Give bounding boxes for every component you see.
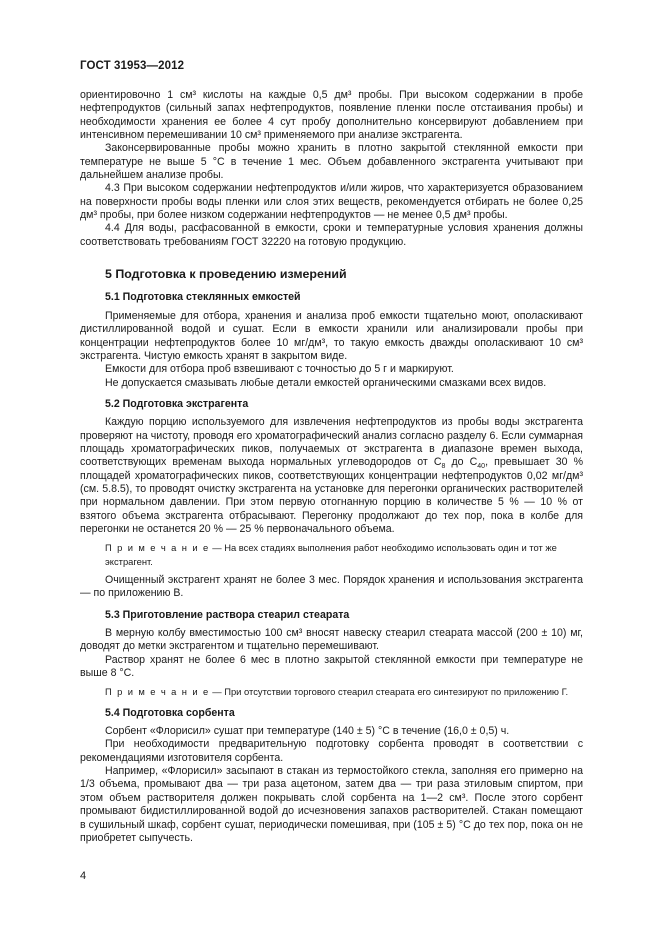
subsection-5-4-title: 5.4 Подготовка сорбента [105, 706, 235, 719]
text-5-2-part-c: , превышает 30 % площадей хроматографических пиков, соответствующих концентрации нефтепродуктов 0,02 мг/дм³ (см. 5.8.5), то проводят очистку экстрагента на установке для перегонки органических растворителей при нормальном давлении. При этом первую отогнанную порцию в количестве 5 % — 10 % от взятого объема экстрагента отбрасывают. Перегонку продолжают до тех пор, пока в колбе для перегонки не останется 20 % — 25 % первоначального объема. [80, 456, 583, 535]
subsection-5-1-title: 5.1 Подготовка стеклянных емкостей [105, 291, 301, 304]
note-label: П р и м е ч а н и е [105, 542, 210, 554]
paragraph-4-4: 4.4 Для воды, расфасованной в емкости, сроки и температурные условия хранения должны соответствовать требованиям ГОСТ 32220 на готовую продукцию. [80, 222, 583, 248]
paragraph-5-3-flask: В мерную колбу вместимостью 100 см³ вносят навеску стеарил стеарата массой (200 ± 10) мг, доводят до метки экстрагентом и тщательно перемешивают. [80, 627, 583, 653]
page-number: 4 [80, 870, 87, 882]
note-5-3-text: — При отсутствии торгового стеарил стеарата его синтезируют по приложению Г. [209, 686, 569, 698]
subsection-5-3-title: 5.3 Приготовление раствора стеарил стеарата [105, 608, 350, 621]
paragraph-preservation-continued: ориентировочно 1 см³ кислоты на каждые 0,5 дм³ пробы. При высоком содержании в пробе нефтепродуктов (сильный запах нефтепродуктов, появление пленки после отстаивания пробы) и необходимости хранения ее более 4 сут пробу дополнительно консервируют добавлением при интенсивном перемешивании 10 см³ применяемого при анализе экстрагента. [80, 89, 583, 142]
paragraph-5-1-wash: Применяемые для отбора, хранения и анализа проб емкости тщательно моют, ополаскивают дистиллированной водой и сушат. Если в емкости хранили или анализировали пробы при концентрации нефтепродуктов более 10 мг/дм³, то такую емкость дважды ополаскивают 10 см³ экстрагента. Чистую емкость хранят в закрытом виде. [80, 309, 583, 362]
note-5-2-text: — На всех стадиях выполнения работ необходимо использовать один и тот же экстрагент. [105, 542, 557, 567]
text-5-2-part-a: Каждую порцию используемого для извлечения нефтепродуктов из пробы воды экстрагента проверяют на чистоту, проводя его хроматографический анализ согласно разделу 6. Если суммарная площадь хроматографических пиков, получаемых от экстрагента в диапазоне времен выхода, соответствующих временам выхода нормальных углеводородов от С [80, 416, 583, 469]
paragraph-5-2-storage: Очищенный экстрагент хранят не более 3 мес. Порядок хранения и использования экстрагента — по приложению В. [80, 574, 583, 600]
note-label: П р и м е ч а н и е [105, 686, 210, 698]
paragraph-5-4-dry: Сорбент «Флорисил» сушат при температуре (140 ± 5) °С в течение (16,0 ± 0,5) ч. [105, 725, 510, 738]
paragraph-5-1-grease: Не допускается смазывать любые детали емкостей органическими смазками всех видов. [105, 376, 547, 389]
paragraph-5-4-prep: При необходимости предварительную подготовку сорбента проводят в соответствии с рекомендациями изготовителя сорбента. [80, 738, 583, 764]
subsection-5-2-title: 5.2 Подготовка экстрагента [105, 397, 249, 410]
note-5-3 [105, 685, 583, 698]
paragraph-5-1-weigh: Емкости для отбора проб взвешивают с точностью до 5 г и маркируют. [105, 363, 454, 376]
document-code-header: ГОСТ 31953—2012 [80, 60, 185, 72]
subscript-c40: 40 [477, 463, 486, 471]
paragraph-4-3: 4.3 При высоком содержании нефтепродуктов и/или жиров, что характеризуется образованием на поверхности пробы воды пленки или слоя этих веществ, рекомендуется отбирать не более 0,25 дм³ пробы, при более низком содержании нефтепродуктов — не менее 0,5 дм³ пробы. [80, 182, 583, 222]
paragraph-preserved-samples: Законсервированные пробы можно хранить в плотно закрытой стеклянной емкости при температуре не выше 5 °С в течение 1 мес. Объем добавленного экстрагента учитывают при дальнейшем анализе пробы. [80, 142, 583, 182]
text-5-2-part-b: до С [445, 456, 478, 469]
subscript-c8: 8 [441, 463, 446, 471]
section-5-title: 5 Подготовка к проведению измерений [105, 267, 347, 282]
paragraph-5-4-example: Например, «Флорисил» засыпают в стакан из термостойкого стекла, заполняя его примерно на 1/3 объема, промывают два — три раза ацетоном, затем два — три раза этиловым спиртом, при этом объем растворителя должен покрывать слой сорбента на 1—2 см³. После этого сорбент промывают бидистиллированной водой до исчезновения запахов растворителей. Стакан помещают в сушильный шкаф, сорбент сушат, периодически помешивая, при (105 ± 5) °С до тех пор, пока он не приобретет сыпучесть. [80, 765, 583, 844]
paragraph-5-3-storage: Раствор хранят не более 6 мес в плотно закрытой стеклянной емкости при температуре не выше 8 °С. [80, 653, 583, 680]
note-5-2 [105, 541, 583, 568]
page-content [80, 89, 583, 845]
paragraph-5-2-purity [80, 416, 583, 536]
